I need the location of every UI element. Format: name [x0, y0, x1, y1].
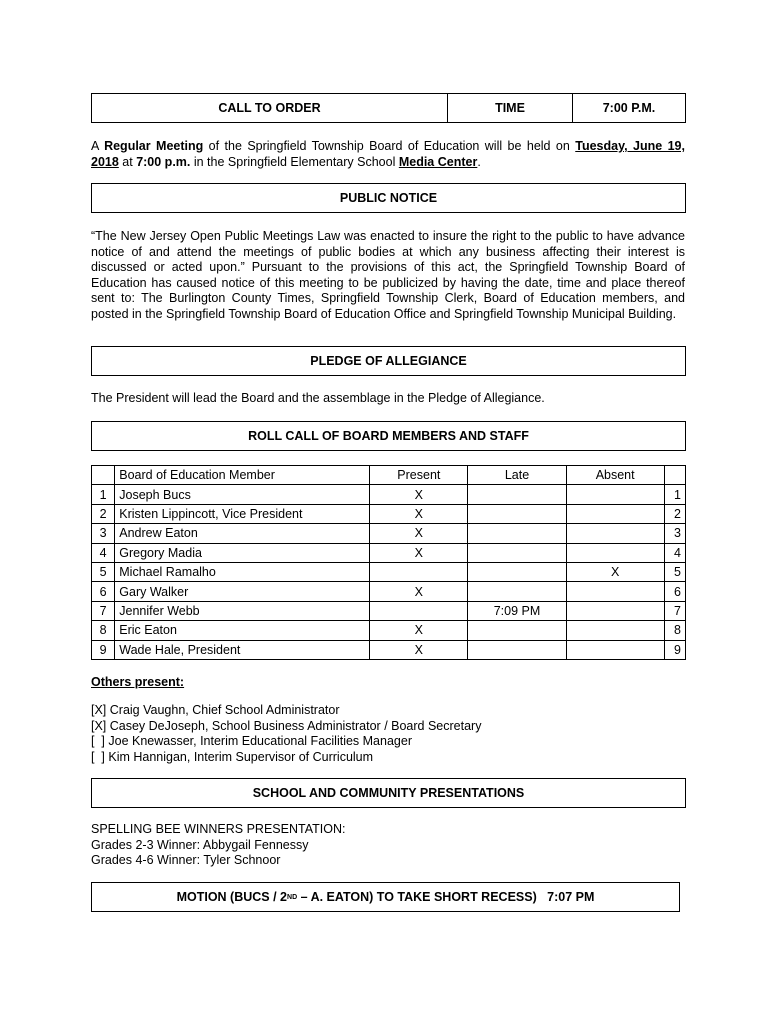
- member-name: Andrew Eaton: [115, 524, 370, 543]
- late-mark: [468, 504, 566, 523]
- absent-mark: [566, 601, 664, 620]
- others-item: [ ] Kim Hannigan, Interim Supervisor of Curriculum: [91, 750, 374, 764]
- row-number-right: 8: [664, 621, 685, 640]
- table-row: [92, 543, 686, 562]
- row-number: 8: [92, 621, 115, 640]
- absent-mark: X: [566, 562, 664, 581]
- row-number-right: 9: [664, 640, 685, 659]
- public-notice-text: “The New Jersey Open Public Meetings Law was enacted to insure the right to the public to have advance notice of and attend the meetings of public bodies at which any business affecting their interest is discussed or acted upon.” Pursuant to the provisions of this act, the Springfield Township Board of Education has caused notice of this meeting to be publicized by having the date, time and place thereof sent to: The Burlington County Times, Springfield Township Clerk, Board of Education members, and posted in the Springfield Township Board of Education Office and Springfield Township Municipal Building.: [91, 229, 685, 321]
- table-cell: [92, 466, 115, 485]
- time-value: 7:00 P.M.: [602, 101, 656, 115]
- row-number-right: 7: [664, 601, 685, 620]
- present-mark: X: [370, 640, 468, 659]
- present-mark: X: [370, 621, 468, 640]
- roll-call-table: [91, 465, 686, 660]
- present-mark: X: [370, 485, 468, 504]
- meeting-location: Media Center: [398, 154, 478, 169]
- member-name: Michael Ramalho: [115, 562, 370, 581]
- table-row: [92, 504, 686, 523]
- table-row: [92, 621, 686, 640]
- motion-text-pre: MOTION (BUCS / 2: [176, 890, 288, 904]
- row-number-right: 3: [664, 524, 685, 543]
- time-label: TIME: [448, 94, 573, 122]
- others-item: [X] Casey DeJoseph, School Business Administrator / Board Secretary: [91, 719, 482, 733]
- intro-text: at: [118, 154, 137, 169]
- pledge-heading: PLEDGE OF ALLEGIANCE: [91, 346, 686, 376]
- column-header-absent: Absent: [566, 466, 664, 485]
- row-number: 6: [92, 582, 115, 601]
- row-number: 2: [92, 504, 115, 523]
- member-name: Jennifer Webb: [115, 601, 370, 620]
- table-cell: [664, 466, 685, 485]
- late-mark: 7:09 PM: [468, 601, 566, 620]
- row-number: 3: [92, 524, 115, 543]
- presentation-line: Grades 4-6 Winner: Tyler Schnoor: [91, 853, 281, 867]
- motion-heading: [91, 882, 680, 912]
- absent-mark: [566, 524, 664, 543]
- column-header-late: Late: [468, 466, 566, 485]
- pledge-text: The President will lead the Board and the assemblage in the Pledge of Allegiance.: [91, 391, 545, 405]
- table-row: [92, 640, 686, 659]
- late-mark: [468, 621, 566, 640]
- intro-text: A: [91, 139, 105, 153]
- late-mark: [468, 485, 566, 504]
- present-mark: [370, 562, 468, 581]
- late-mark: [468, 640, 566, 659]
- row-number-right: 6: [664, 582, 685, 601]
- intro-text: of the Springfield Township Board of Education will be held on: [203, 139, 576, 153]
- table-row: [92, 524, 686, 543]
- row-number: 7: [92, 601, 115, 620]
- public-notice-heading: PUBLIC NOTICE: [91, 183, 686, 213]
- presentation-line: Grades 2-3 Winner: Abbygail Fennessy: [91, 838, 309, 852]
- member-name: Joseph Bucs: [115, 485, 370, 504]
- late-mark: [468, 543, 566, 562]
- others-item: [ ] Joe Knewasser, Interim Educational Facilities Manager: [91, 734, 412, 748]
- present-mark: X: [370, 543, 468, 562]
- absent-mark: [566, 582, 664, 601]
- column-header-member: Board of Education Member: [115, 466, 370, 485]
- roll-call-heading: ROLL CALL OF BOARD MEMBERS AND STAFF: [91, 421, 686, 451]
- late-mark: [468, 524, 566, 543]
- member-name: Gary Walker: [115, 582, 370, 601]
- present-mark: X: [370, 504, 468, 523]
- row-number: 5: [92, 562, 115, 581]
- meeting-intro: [91, 139, 685, 170]
- row-number: 1: [92, 485, 115, 504]
- meeting-type: Regular Meeting: [104, 139, 204, 153]
- row-number-right: 4: [664, 543, 685, 562]
- row-number-right: 5: [664, 562, 685, 581]
- late-mark: [468, 582, 566, 601]
- present-mark: [370, 601, 468, 620]
- present-mark: X: [370, 582, 468, 601]
- absent-mark: [566, 543, 664, 562]
- call-to-order-header: [91, 93, 686, 123]
- table-row: [92, 562, 686, 581]
- intro-text: .: [477, 154, 481, 169]
- row-number: 4: [92, 543, 115, 562]
- intro-text: in the Springfield Elementary School: [190, 154, 399, 169]
- motion-superscript: ND: [287, 893, 298, 901]
- others-item: [X] Craig Vaughn, Chief School Administrator: [91, 703, 340, 717]
- motion-text-post: – A. EATON) TO TAKE SHORT RECESS) 7:07 PM: [297, 890, 595, 904]
- present-mark: X: [370, 524, 468, 543]
- row-number-right: 2: [664, 504, 685, 523]
- absent-mark: [566, 504, 664, 523]
- late-mark: [468, 562, 566, 581]
- meeting-date: Tuesday, June 19, 2018: [91, 139, 685, 169]
- table-row: [92, 601, 686, 620]
- presentations-heading: SCHOOL AND COMMUNITY PRESENTATIONS: [91, 778, 686, 808]
- member-name: Wade Hale, President: [115, 640, 370, 659]
- others-present-heading: Others present:: [91, 675, 185, 689]
- table-header-row: [92, 466, 686, 485]
- member-name: Gregory Madia: [115, 543, 370, 562]
- absent-mark: [566, 640, 664, 659]
- presentation-line: SPELLING BEE WINNERS PRESENTATION:: [91, 822, 346, 836]
- member-name: Kristen Lippincott, Vice President: [115, 504, 370, 523]
- table-row: [92, 582, 686, 601]
- row-number: 9: [92, 640, 115, 659]
- table-row: [92, 485, 686, 504]
- absent-mark: [566, 621, 664, 640]
- absent-mark: [566, 485, 664, 504]
- meeting-time: 7:00 p.m.: [136, 154, 191, 169]
- call-to-order-label: CALL TO ORDER: [92, 94, 448, 122]
- member-name: Eric Eaton: [115, 621, 370, 640]
- column-header-present: Present: [370, 466, 468, 485]
- row-number-right: 1: [664, 485, 685, 504]
